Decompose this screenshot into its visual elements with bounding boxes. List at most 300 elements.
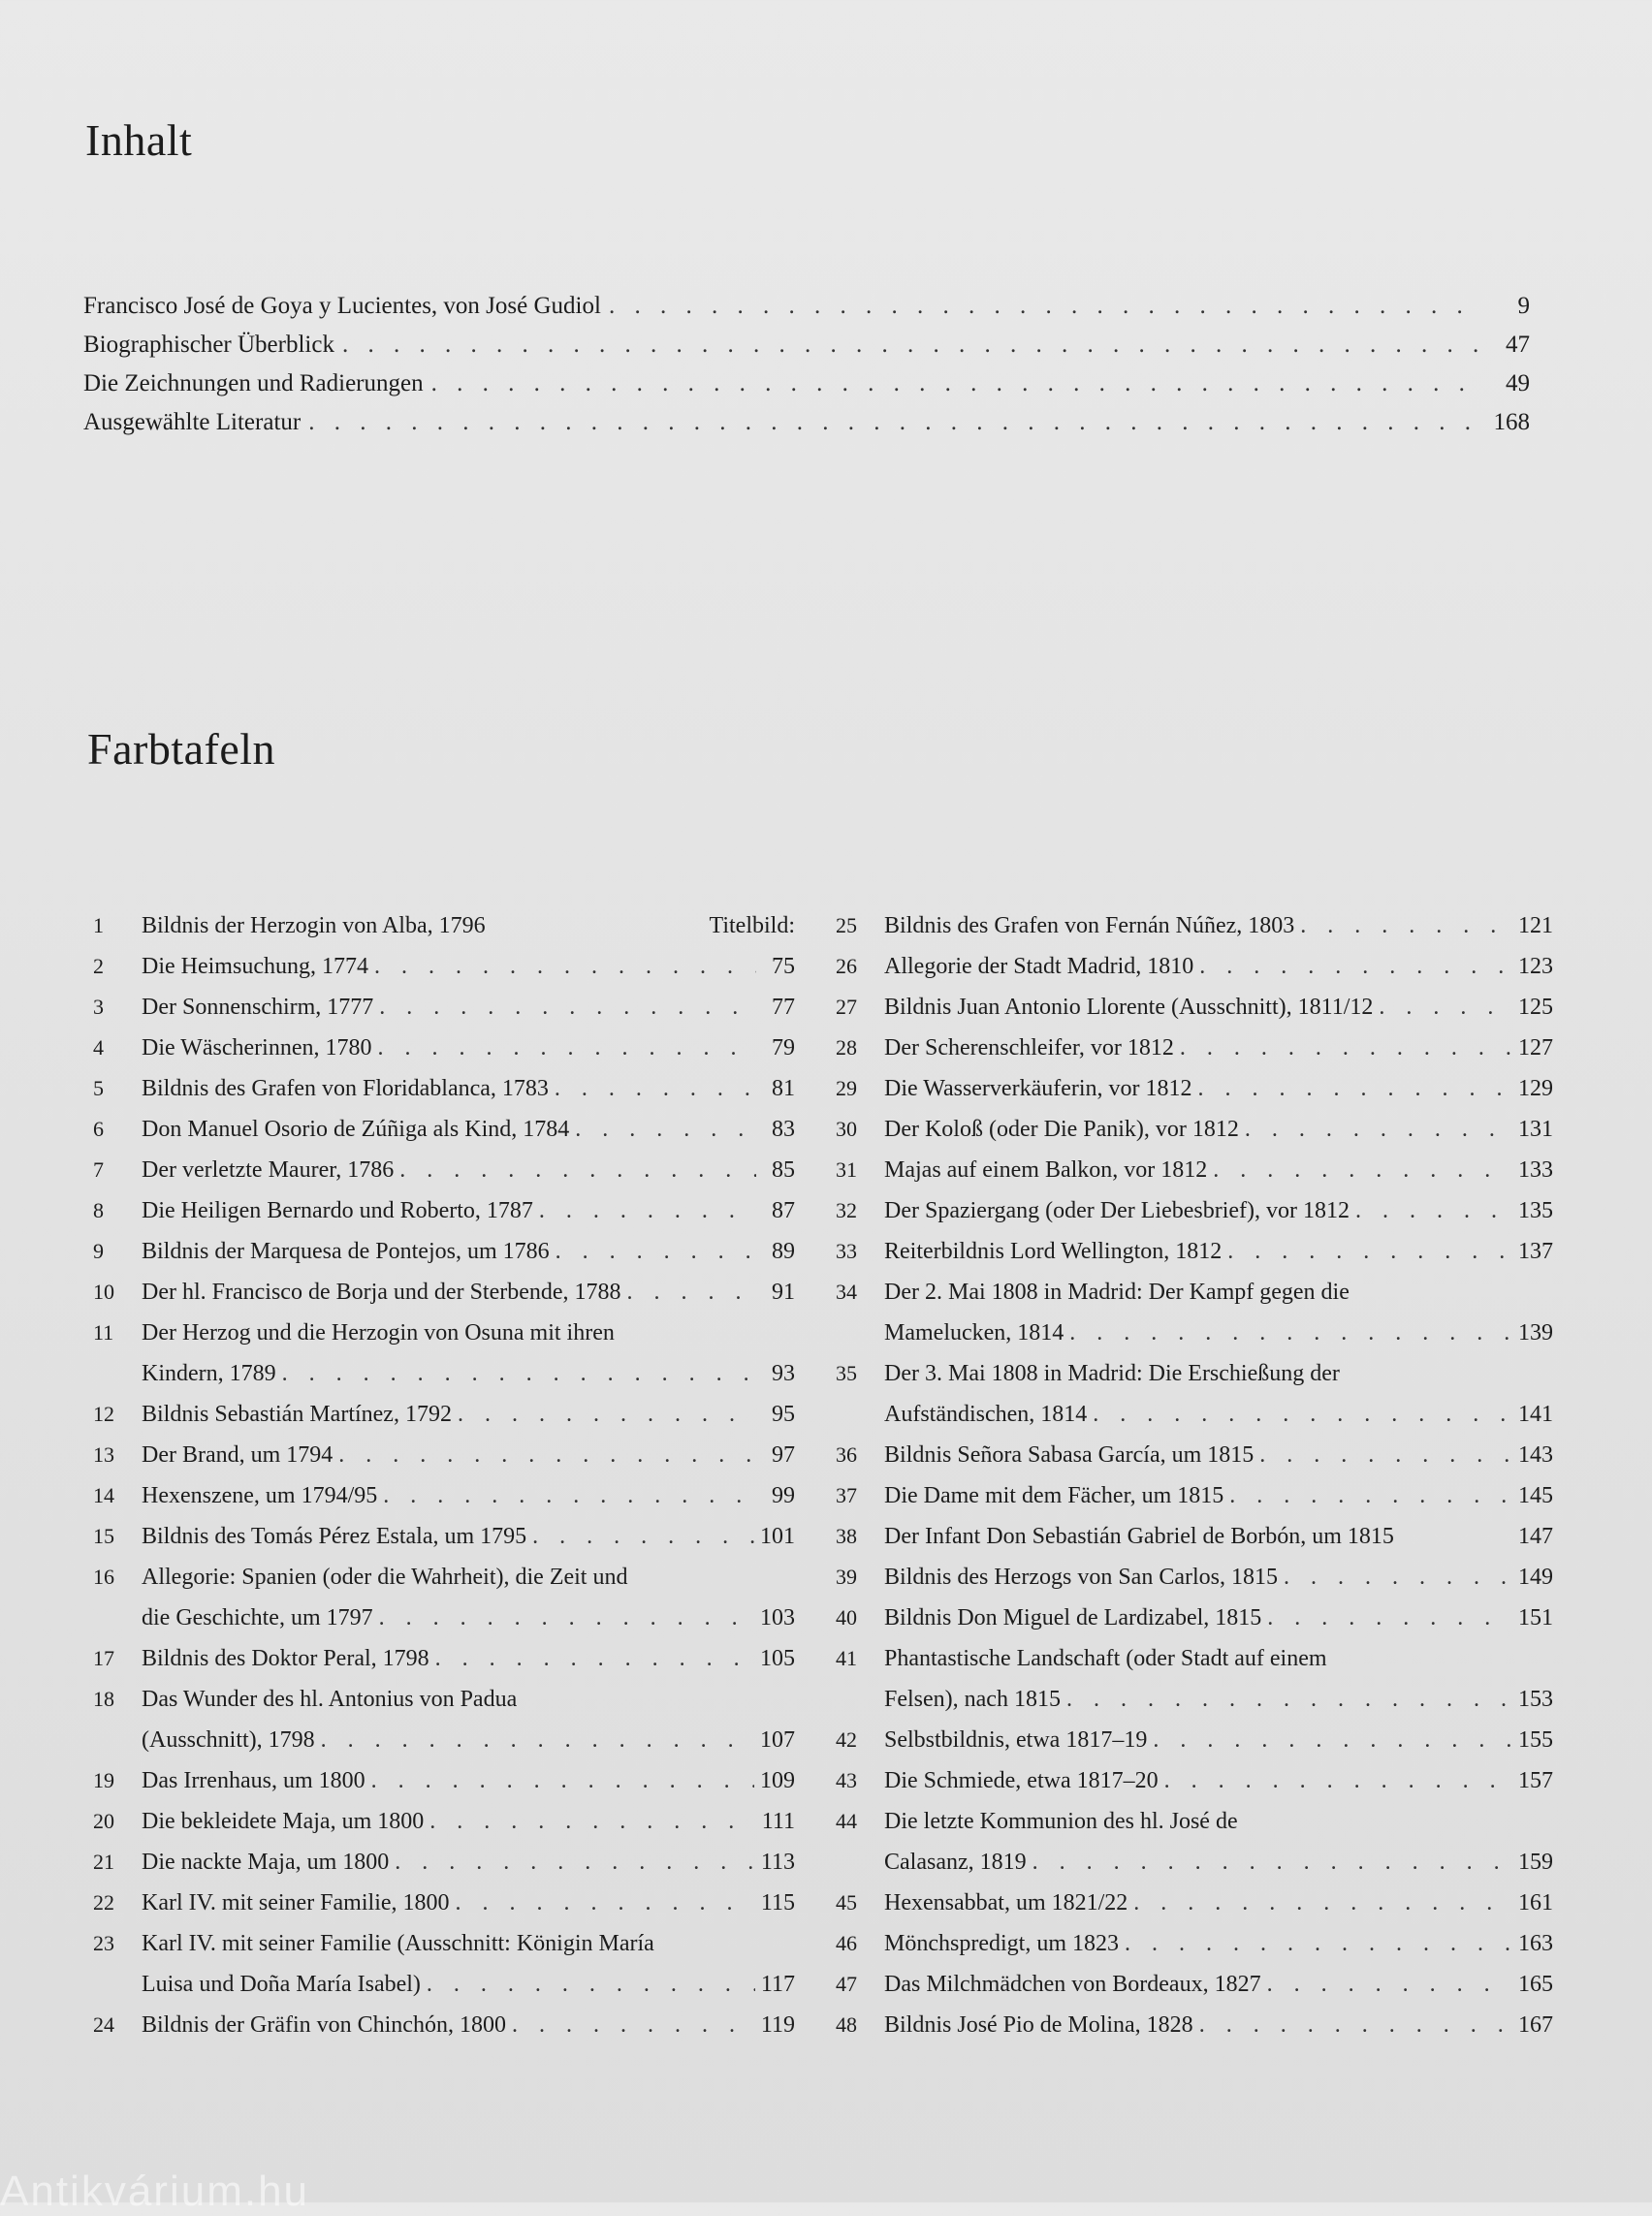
plate-body xyxy=(142,1150,795,1190)
plate-line xyxy=(884,1883,1553,1923)
plate-page: 111 xyxy=(761,1809,795,1834)
plate-page: 109 xyxy=(760,1768,795,1793)
leader-dots xyxy=(429,1801,756,1842)
plate-body xyxy=(884,1068,1553,1109)
plate-body xyxy=(884,1272,1553,1353)
plate-line xyxy=(142,905,795,946)
plate-number: 43 xyxy=(836,1768,857,1792)
plate-entry xyxy=(93,1068,795,1109)
plate-title: Hexensabbat, um 1821/22 xyxy=(884,1890,1128,1915)
plate-title: Das Milchmädchen von Bordeaux, 1827 xyxy=(884,1972,1261,1997)
toc-entry-page: 47 xyxy=(1506,332,1530,358)
plate-page: 145 xyxy=(1518,1483,1553,1508)
plate-body xyxy=(884,1883,1553,1923)
plate-entry xyxy=(93,1028,795,1068)
plate-page: 101 xyxy=(760,1524,795,1549)
plate-entry xyxy=(836,1883,1553,1923)
plate-body xyxy=(884,1109,1553,1150)
plate-number: 39 xyxy=(836,1565,857,1589)
leader-dots xyxy=(377,1028,756,1068)
leader-dots xyxy=(282,1353,756,1394)
plate-title: Majas auf einem Balkon, vor 1812 xyxy=(884,1157,1208,1183)
plate-page: 95 xyxy=(772,1402,795,1427)
plate-page: 123 xyxy=(1518,954,1553,979)
plate-page: 81 xyxy=(772,1076,795,1101)
plate-title: Der Scherenschleifer, vor 1812 xyxy=(884,1035,1174,1061)
plate-page: 137 xyxy=(1518,1239,1553,1264)
plate-page: 143 xyxy=(1518,1442,1553,1468)
toc-entry-page: 9 xyxy=(1517,293,1530,319)
leader-dots xyxy=(395,1842,755,1883)
plate-body xyxy=(142,1923,795,2005)
plate-entry xyxy=(93,2005,795,2045)
plate-title: Bildnis der Gräfin von Chinchón, 1800 xyxy=(142,2012,506,2038)
plate-entry xyxy=(93,1109,795,1150)
plate-number: 3 xyxy=(93,995,104,1019)
plate-number: 19 xyxy=(93,1768,114,1792)
plate-title: Hexenszene, um 1794/95 xyxy=(142,1483,378,1508)
plate-entry xyxy=(93,905,795,946)
plate-line xyxy=(142,1435,795,1475)
plate-line xyxy=(884,1557,1553,1598)
plate-entry xyxy=(836,1150,1553,1190)
plate-page: 159 xyxy=(1518,1850,1553,1875)
plate-entry xyxy=(836,1801,1553,1883)
plate-entry xyxy=(836,1231,1553,1272)
leader-dots xyxy=(458,1394,756,1435)
plate-number: 9 xyxy=(93,1239,104,1263)
leader-dots xyxy=(1229,1475,1512,1516)
leader-dots xyxy=(1267,1964,1512,2005)
plate-number: 18 xyxy=(93,1687,114,1711)
plate-page: 167 xyxy=(1518,2012,1553,2038)
plate-body xyxy=(884,1353,1553,1435)
plate-number: 2 xyxy=(93,954,104,978)
plate-number: 5 xyxy=(93,1076,104,1100)
plate-entry xyxy=(836,1353,1553,1435)
plate-page: 103 xyxy=(760,1605,795,1630)
plate-line xyxy=(142,946,795,987)
plate-entry xyxy=(93,1842,795,1883)
plate-body xyxy=(142,1801,795,1842)
plate-body xyxy=(142,1394,795,1435)
leader-dots xyxy=(338,1435,756,1475)
plate-page: 165 xyxy=(1518,1972,1553,1997)
plate-line xyxy=(884,1272,1553,1313)
plate-entry xyxy=(836,1272,1553,1353)
leader-dots xyxy=(1300,905,1512,946)
plate-page: 119 xyxy=(760,2012,795,2038)
plate-entry xyxy=(836,905,1553,946)
plate-line xyxy=(884,1964,1553,2005)
plate-number: 34 xyxy=(836,1280,857,1304)
plate-entry xyxy=(836,1475,1553,1516)
plate-number: 40 xyxy=(836,1605,857,1630)
plate-body xyxy=(142,1068,795,1109)
plate-page: 115 xyxy=(760,1890,795,1915)
plate-body xyxy=(142,1435,795,1475)
plate-title: Die Wäscherinnen, 1780 xyxy=(142,1035,372,1061)
leader-dots xyxy=(379,1598,754,1638)
plate-number: 20 xyxy=(93,1809,114,1833)
leader-dots xyxy=(427,1964,755,2005)
plate-body xyxy=(142,1231,795,1272)
plate-entry xyxy=(93,1150,795,1190)
plate-line xyxy=(884,1435,1553,1475)
plate-title: Bildnis der Marquesa de Pontejos, um 1786 xyxy=(142,1239,550,1264)
farbtafeln-heading: Farbtafeln xyxy=(87,724,276,774)
leader-dots xyxy=(1032,1842,1512,1883)
plate-line xyxy=(884,905,1553,946)
plate-page: 97 xyxy=(772,1442,795,1468)
plate-number: 27 xyxy=(836,995,857,1019)
plate-title: Die nackte Maja, um 1800 xyxy=(142,1850,390,1875)
plate-line xyxy=(884,2005,1553,2045)
plate-body xyxy=(884,1150,1553,1190)
leader-dots xyxy=(1267,1598,1512,1638)
plate-title: Karl IV. mit seiner Familie, 1800 xyxy=(142,1890,450,1915)
plate-number: 12 xyxy=(93,1402,114,1426)
plate-title: Der Spaziergang (oder Der Liebesbrief), vor 1812 xyxy=(884,1198,1350,1223)
toc-entry xyxy=(83,287,1530,326)
plate-line xyxy=(884,1516,1553,1557)
plate-entry xyxy=(836,1557,1553,1598)
leader-dots xyxy=(1093,1394,1512,1435)
plate-body xyxy=(142,1883,795,1923)
plate-line xyxy=(142,1883,795,1923)
plate-page: 77 xyxy=(772,995,795,1020)
plate-number: 42 xyxy=(836,1727,857,1752)
plate-entry xyxy=(836,1598,1553,1638)
leader-dots xyxy=(1227,1231,1512,1272)
plate-body xyxy=(142,1109,795,1150)
plate-line xyxy=(884,1313,1553,1353)
leader-dots xyxy=(1355,1190,1512,1231)
plate-page: 75 xyxy=(772,954,795,979)
plate-page: 139 xyxy=(1518,1320,1553,1345)
plate-title: Bildnis José Pio de Molina, 1828 xyxy=(884,2012,1193,2038)
plate-number: 16 xyxy=(93,1565,114,1589)
plate-body xyxy=(142,946,795,987)
plate-line xyxy=(142,1272,795,1313)
plate-page: 125 xyxy=(1518,995,1553,1020)
leader-dots xyxy=(539,1190,756,1231)
plate-line xyxy=(142,1394,795,1435)
plate-body xyxy=(142,2005,795,2045)
plate-number: 21 xyxy=(93,1850,114,1874)
plate-page: 141 xyxy=(1518,1402,1553,1427)
plate-entry xyxy=(836,1720,1553,1760)
plate-page: 117 xyxy=(760,1972,795,1997)
leader-dots xyxy=(435,1638,754,1679)
plate-page: 89 xyxy=(772,1239,795,1264)
plate-entry xyxy=(93,1394,795,1435)
toc-entry xyxy=(83,326,1530,364)
leader-dots xyxy=(374,946,756,987)
plate-title: Der Herzog und die Herzogin von Osuna mit ihren xyxy=(142,1320,615,1345)
leader-dots xyxy=(1133,1883,1512,1923)
leader-dots xyxy=(1180,1028,1512,1068)
plate-page: 113 xyxy=(760,1850,795,1875)
plate-page: 93 xyxy=(772,1361,795,1386)
plate-number: 47 xyxy=(836,1972,857,1996)
plate-number: 13 xyxy=(93,1442,114,1467)
plate-title: Aufständischen, 1814 xyxy=(884,1402,1088,1427)
plate-entry xyxy=(93,1231,795,1272)
leader-dots xyxy=(1153,1720,1512,1760)
plate-title: Allegorie: Spanien (oder die Wahrheit), die Zeit und xyxy=(142,1565,628,1590)
leader-dots xyxy=(609,287,1483,326)
leader-dots xyxy=(399,1150,756,1190)
plate-entry xyxy=(93,1516,795,1557)
plate-line xyxy=(142,1638,795,1679)
plate-page: 135 xyxy=(1518,1198,1553,1223)
plate-line xyxy=(884,1720,1553,1760)
plate-line xyxy=(884,946,1553,987)
plate-title: Der hl. Francisco de Borja und der Sterbende, 1788 xyxy=(142,1280,621,1305)
plate-entry xyxy=(93,1801,795,1842)
leader-dots xyxy=(1259,1435,1512,1475)
plate-number: 14 xyxy=(93,1483,114,1507)
plate-entry xyxy=(93,987,795,1028)
plate-entry xyxy=(836,1964,1553,2005)
plate-body xyxy=(884,1760,1553,1801)
plate-number: 6 xyxy=(93,1117,104,1141)
plate-title: Der Infant Don Sebastián Gabriel de Borbón, um 1815 xyxy=(884,1524,1394,1549)
plate-body xyxy=(884,1475,1553,1516)
plate-number: 15 xyxy=(93,1524,114,1548)
plate-line xyxy=(884,1394,1553,1435)
plate-entry xyxy=(836,1109,1553,1150)
plate-line xyxy=(884,1231,1553,1272)
plate-title: Kindern, 1789 xyxy=(142,1361,276,1386)
plate-page: 151 xyxy=(1518,1605,1553,1630)
leader-dots xyxy=(1066,1679,1512,1720)
plate-page: 79 xyxy=(772,1035,795,1061)
plate-number: 7 xyxy=(93,1157,104,1182)
plate-page: 87 xyxy=(772,1198,795,1223)
toc-entry-title: Ausgewählte Literatur xyxy=(83,409,302,435)
plate-title: Bildnis des Herzogs von San Carlos, 1815 xyxy=(884,1565,1278,1590)
plate-body xyxy=(884,1231,1553,1272)
plate-number: 30 xyxy=(836,1117,857,1141)
leader-dots xyxy=(1379,987,1512,1028)
plate-page: 155 xyxy=(1518,1727,1553,1753)
inhalt-heading: Inhalt xyxy=(85,115,193,165)
plate-entry xyxy=(836,1638,1553,1720)
plate-title: Der verletzte Maurer, 1786 xyxy=(142,1157,395,1183)
plate-body xyxy=(884,1638,1553,1720)
plate-page: 121 xyxy=(1518,913,1553,938)
plate-line xyxy=(142,1475,795,1516)
plate-title: Karl IV. mit seiner Familie (Ausschnitt: Königin María xyxy=(142,1931,654,1956)
plate-title: Mönchspredigt, um 1823 xyxy=(884,1931,1119,1956)
leader-dots xyxy=(556,1231,756,1272)
plate-line xyxy=(884,1801,1553,1842)
plate-number: 17 xyxy=(93,1646,114,1670)
plate-entry xyxy=(836,1435,1553,1475)
plate-title: Der Brand, um 1794 xyxy=(142,1442,334,1468)
leader-dots xyxy=(532,1516,754,1557)
plate-line xyxy=(142,1964,795,2005)
leader-dots xyxy=(371,1760,754,1801)
leader-dots xyxy=(379,987,756,1028)
plate-page: 83 xyxy=(772,1117,795,1142)
plate-title: Felsen), nach 1815 xyxy=(884,1687,1061,1712)
plate-body xyxy=(884,946,1553,987)
leader-dots xyxy=(627,1272,756,1313)
leader-dots xyxy=(1245,1109,1512,1150)
plate-title: Bildnis Juan Antonio Llorente (Ausschnitt), 1811/12 xyxy=(884,995,1374,1020)
plate-line xyxy=(142,1150,795,1190)
plate-title: Allegorie der Stadt Madrid, 1810 xyxy=(884,954,1194,979)
plate-line xyxy=(142,1923,795,1964)
plate-entry xyxy=(93,1883,795,1923)
plate-line xyxy=(884,1638,1553,1679)
plate-title: Das Wunder des hl. Antonius von Padua xyxy=(142,1687,518,1712)
plate-body xyxy=(884,905,1553,946)
plate-line xyxy=(142,1231,795,1272)
leader-dots xyxy=(321,1720,754,1760)
plate-number: 1 xyxy=(93,913,104,937)
plate-number: 11 xyxy=(93,1320,114,1345)
plate-body xyxy=(884,1557,1553,1598)
plate-entry xyxy=(836,1190,1553,1231)
plate-number: 45 xyxy=(836,1890,857,1915)
plate-entry xyxy=(836,987,1553,1028)
plate-body xyxy=(884,2005,1553,2045)
leader-dots xyxy=(431,364,1483,403)
toc-entry xyxy=(83,403,1530,442)
toc-entry-title: Biographischer Überblick xyxy=(83,332,334,358)
plate-title: Bildnis Don Miguel de Lardizabel, 1815 xyxy=(884,1605,1262,1630)
plate-line xyxy=(142,1842,795,1883)
plate-page: 147 xyxy=(1518,1524,1553,1549)
plate-entry xyxy=(836,1923,1553,1964)
plate-title: Bildnis des Grafen von Floridablanca, 1783 xyxy=(142,1076,549,1101)
plate-number: 48 xyxy=(836,2012,857,2037)
plate-number: 37 xyxy=(836,1483,857,1507)
plate-number: 31 xyxy=(836,1157,857,1182)
plate-body xyxy=(142,987,795,1028)
plate-body xyxy=(142,1760,795,1801)
plate-title: Der Sonnenschirm, 1777 xyxy=(142,995,374,1020)
plate-line xyxy=(142,1557,795,1598)
plate-number: 26 xyxy=(836,954,857,978)
plate-number: 46 xyxy=(836,1931,857,1955)
plate-line xyxy=(884,987,1553,1028)
plate-entry xyxy=(93,1190,795,1231)
plate-line xyxy=(142,1598,795,1638)
plate-body xyxy=(884,1028,1553,1068)
plate-page: 99 xyxy=(772,1483,795,1508)
plate-body xyxy=(884,1598,1553,1638)
plate-entry xyxy=(836,1516,1553,1557)
plate-title: Der 2. Mai 1808 in Madrid: Der Kampf gegen die xyxy=(884,1280,1350,1305)
plate-entry xyxy=(93,1760,795,1801)
plate-page: 127 xyxy=(1518,1035,1553,1061)
plate-title: Die Schmiede, etwa 1817–20 xyxy=(884,1768,1159,1793)
plate-body xyxy=(142,905,795,946)
plate-page: 129 xyxy=(1518,1076,1553,1101)
leader-dots xyxy=(1125,1923,1512,1964)
plate-number: 44 xyxy=(836,1809,857,1833)
toc-entry-page: 49 xyxy=(1506,370,1530,396)
plate-title: Selbstbildnis, etwa 1817–19 xyxy=(884,1727,1148,1753)
plate-line xyxy=(142,1720,795,1760)
plate-line xyxy=(142,1353,795,1394)
plate-number: 33 xyxy=(836,1239,857,1263)
plate-body xyxy=(884,1435,1553,1475)
plate-entry xyxy=(93,1679,795,1760)
plate-title: die Geschichte, um 1797 xyxy=(142,1605,373,1630)
plate-page: 163 xyxy=(1518,1931,1553,1956)
leader-dots xyxy=(1213,1150,1512,1190)
plate-page: 153 xyxy=(1518,1687,1553,1712)
plate-title: Bildnis Sebastián Martínez, 1792 xyxy=(142,1402,452,1427)
plate-line xyxy=(884,1679,1553,1720)
plate-body xyxy=(884,1720,1553,1760)
leader-dots xyxy=(1069,1313,1512,1353)
leader-dots xyxy=(555,1068,756,1109)
plate-number: 28 xyxy=(836,1035,857,1060)
plate-body xyxy=(142,1190,795,1231)
plate-entry xyxy=(836,1068,1553,1109)
plate-title: Calasanz, 1819 xyxy=(884,1850,1027,1875)
plate-line xyxy=(884,1028,1553,1068)
plate-body xyxy=(884,1964,1553,2005)
plate-entry xyxy=(93,1557,795,1638)
plate-number: 36 xyxy=(836,1442,857,1467)
plate-title: Bildnis der Herzogin von Alba, 1796 xyxy=(142,913,486,938)
plate-number: 4 xyxy=(93,1035,104,1060)
plate-line xyxy=(142,2005,795,2045)
leader-dots xyxy=(1284,1557,1512,1598)
plate-title: Bildnis Señora Sabasa García, um 1815 xyxy=(884,1442,1255,1468)
plate-line xyxy=(884,1109,1553,1150)
plate-title: Die letzte Kommunion des hl. José de xyxy=(884,1809,1238,1834)
leader-dots xyxy=(1199,946,1512,987)
plate-line xyxy=(142,1679,795,1720)
leader-dots xyxy=(575,1109,756,1150)
plate-line xyxy=(884,1475,1553,1516)
plate-body xyxy=(142,1679,795,1760)
plate-title: Die Heimsuchung, 1774 xyxy=(142,954,368,979)
plate-line xyxy=(142,1760,795,1801)
leader-dots xyxy=(512,2005,755,2045)
plate-line xyxy=(884,1842,1553,1883)
toc-entry xyxy=(83,364,1530,403)
plate-title: Die Heiligen Bernardo und Roberto, 1787 xyxy=(142,1198,533,1223)
plate-number: 23 xyxy=(93,1931,114,1955)
toc-entry-title: Die Zeichnungen und Radierungen xyxy=(83,370,424,396)
plates-column-right xyxy=(836,905,1553,2045)
leader-dots xyxy=(383,1475,756,1516)
plate-title: Luisa und Doña María Isabel) xyxy=(142,1972,421,1997)
plate-number: 41 xyxy=(836,1646,857,1670)
plate-title: Der 3. Mai 1808 in Madrid: Die Erschießung der xyxy=(884,1361,1340,1386)
plate-page: 161 xyxy=(1518,1890,1553,1915)
plate-entry xyxy=(93,946,795,987)
leader-dots xyxy=(342,326,1483,364)
plate-body xyxy=(884,987,1553,1028)
toc-entry-title: Francisco José de Goya y Lucientes, von José Gudiol xyxy=(83,293,601,319)
plate-line xyxy=(142,1801,795,1842)
plate-title: Phantastische Landschaft (oder Stadt auf einem xyxy=(884,1646,1327,1671)
plate-line xyxy=(142,1516,795,1557)
plate-line xyxy=(884,1760,1553,1801)
plate-title: (Ausschnitt), 1798 xyxy=(142,1727,315,1753)
